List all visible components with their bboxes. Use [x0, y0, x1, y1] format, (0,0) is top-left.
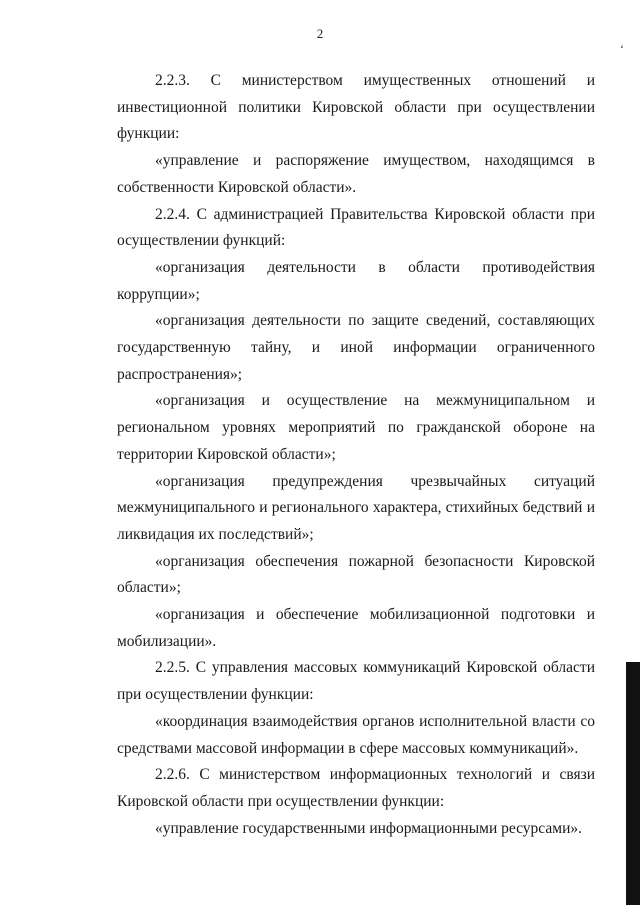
function-item: «координация взаимодействия органов исполнительной власти со средствами массовой информации в сфере массовых коммуникаций». — [117, 712, 595, 757]
clause-2-2-4: 2.2.4. С администрацией Правительства Кировской области при осуществлении функций: — [117, 205, 595, 250]
function-item: «управление государственными информационными ресурсами». — [155, 819, 582, 837]
function-item: «организация деятельности по защите сведений, составляющих государственную тайну, и иной информации ограниченного распространения»; — [117, 312, 595, 383]
function-item: «организация обеспечения пожарной безопасности Кировской области»; — [117, 552, 595, 597]
page-number: 2 — [316, 26, 324, 41]
margin-mark: ʻ — [620, 42, 624, 56]
function-item: «организация и обеспечение мобилизационной подготовки и мобилизации». — [117, 606, 595, 650]
function-item: «организация предупреждения чрезвычайных ситуаций межмуниципального и регионального характера, стихийных бедствий и ликвидация их последствий»; — [117, 472, 595, 543]
scan-edge-bar — [626, 662, 640, 905]
function-item: «организация и осуществление на межмуниципальном и региональном уровнях мероприятий по гражданской обороне на территории Кировской области»; — [117, 392, 595, 463]
document-body — [117, 68, 595, 842]
function-item: «управление и распоряжение имуществом, находящимся в собственности Кировской области». — [117, 152, 595, 196]
clause-2-2-5: 2.2.5. С управления массовых коммуникаций Кировской области при осуществлении функции: — [117, 659, 595, 704]
clause-2-2-6: 2.2.6. С министерством информационных технологий и связи Кировской области при осуществлении функции: — [117, 766, 595, 810]
clause-2-2-3: 2.2.3. С министерством имущественных отношений и инвестиционной политики Кировской области при осуществлении функции: — [117, 72, 595, 143]
function-item: «организация деятельности в области противодействия коррупции»; — [117, 258, 595, 303]
